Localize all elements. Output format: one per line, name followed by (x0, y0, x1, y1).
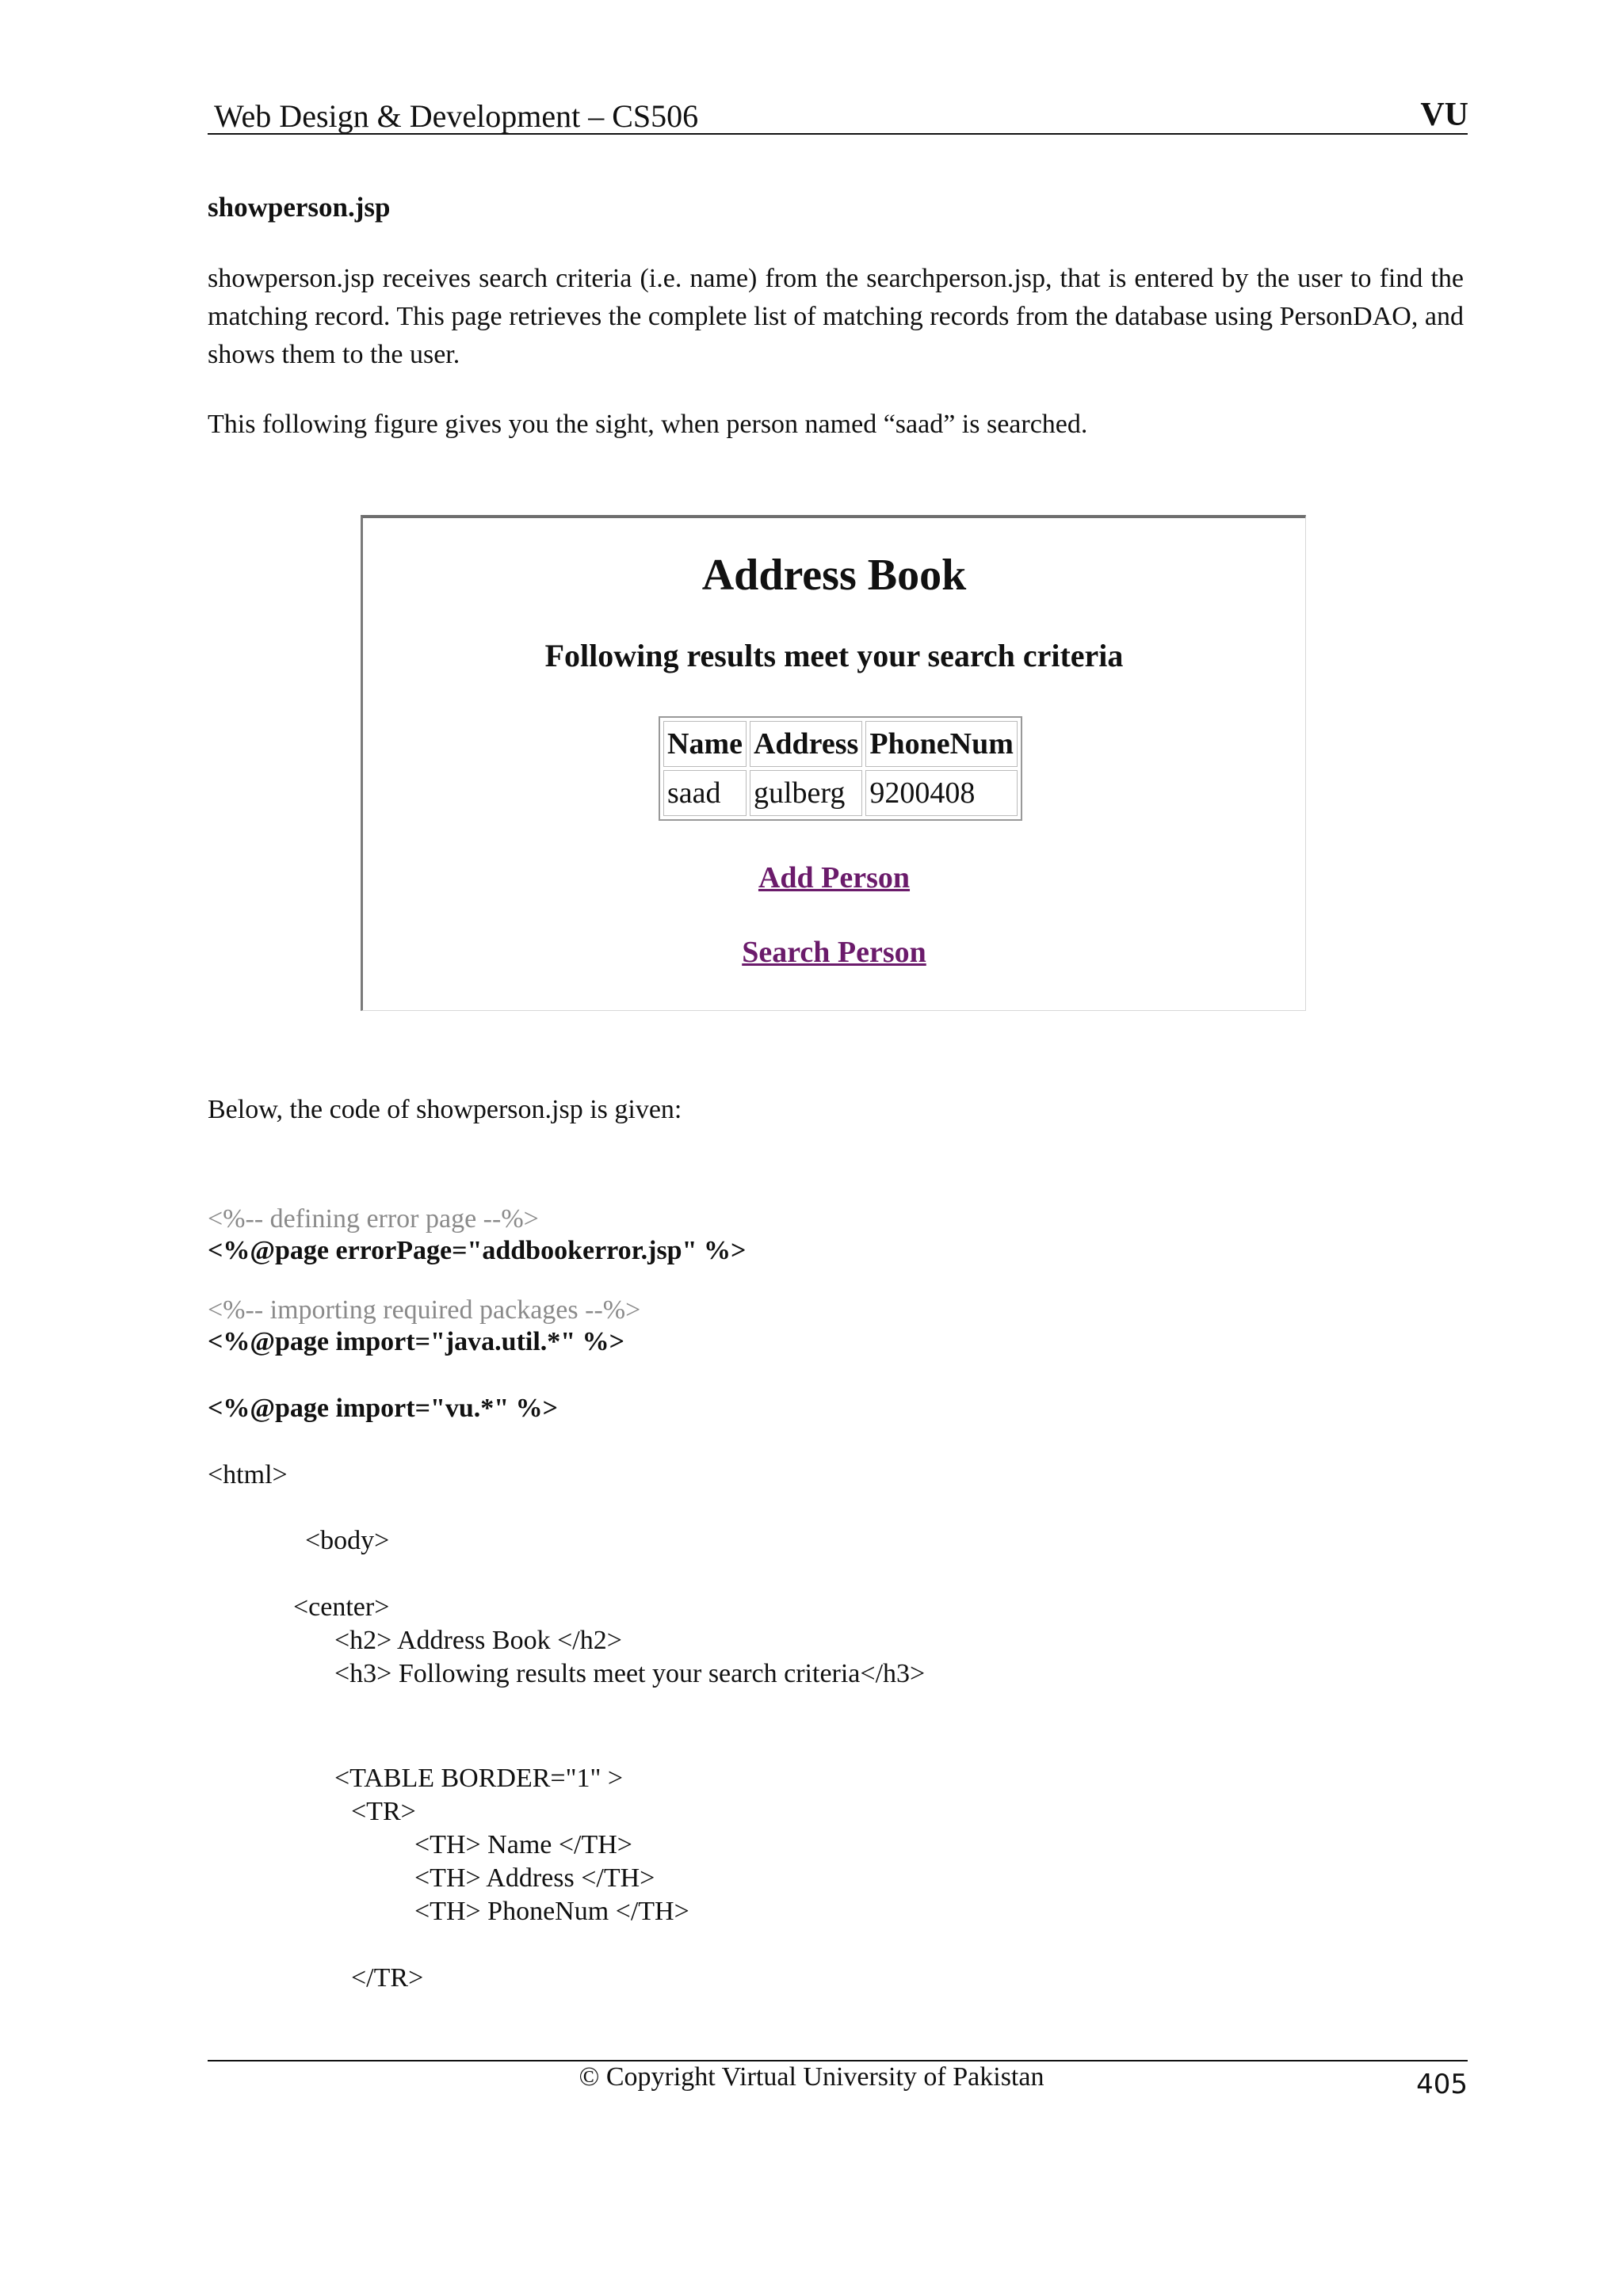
address-book-screenshot (361, 515, 1306, 1011)
figure-heading: Address Book (701, 551, 967, 600)
code-line: <TH> PhoneNum </TH> (414, 1897, 689, 1926)
code-line-comment: <%-- defining error page --%> (208, 1204, 539, 1234)
code-line-directive: <%@page errorPage="addbookerror.jsp" %> (208, 1236, 747, 1265)
column-header-name: Name (663, 721, 747, 767)
code-intro-text: Below, the code of showperson.jsp is given: (208, 1095, 682, 1124)
cell-name: saad (663, 770, 747, 816)
code-line: <center> (293, 1592, 390, 1622)
cell-address: gulberg (750, 770, 862, 816)
document-header-title: Web Design & Development – CS506 (214, 98, 699, 134)
add-person-link[interactable]: Add Person (758, 861, 911, 894)
footer-divider (208, 2060, 1468, 2061)
intro-paragraph: showperson.jsp receives search criteria (i.e. name) from the searchperson.jsp, that is entered by the user to find the matching record. This page retrieves the complete list of matching records from the database using PersonDAO, and shows them to the user. (208, 264, 1464, 369)
code-line-directive: <%@page import="vu.*" %> (208, 1394, 558, 1423)
code-line-directive: <%@page import="java.util.*" %> (208, 1327, 625, 1356)
search-person-link-row (363, 935, 1305, 970)
header-divider (208, 133, 1468, 135)
figure-subheading: Following results meet your search criteria (544, 638, 1124, 673)
cell-phonenum: 9200408 (865, 770, 1018, 816)
code-line: <body> (305, 1526, 390, 1555)
figure-caption-paragraph: This following figure gives you the sight, when person named “saad” is searched. (208, 410, 1088, 439)
code-line: <TABLE BORDER="1" > (334, 1764, 624, 1793)
code-line: </TR> (351, 1963, 424, 1993)
add-person-link-row (363, 860, 1305, 895)
results-table (659, 716, 1022, 821)
code-line: <TR> (351, 1797, 416, 1826)
code-line: <h3> Following results meet your search criteria</h3> (334, 1659, 926, 1688)
table-row (663, 770, 1018, 816)
code-line: <html> (208, 1460, 288, 1489)
code-line: <TH> Name </TH> (414, 1830, 632, 1859)
code-line-comment: <%-- importing required packages --%> (208, 1295, 641, 1325)
column-header-phonenum: PhoneNum (865, 721, 1018, 767)
code-line: <TH> Address </TH> (414, 1863, 655, 1893)
footer-copyright: © Copyright Virtual University of Pakistan (579, 2062, 1044, 2092)
section-title: showperson.jsp (208, 192, 391, 223)
search-person-link[interactable]: Search Person (742, 936, 926, 969)
code-line: <h2> Address Book </h2> (334, 1626, 622, 1655)
page-number: 405 (1416, 2069, 1468, 2100)
document-header-org: VU (1420, 97, 1468, 133)
table-header-row (663, 721, 1018, 767)
column-header-address: Address (750, 721, 862, 767)
